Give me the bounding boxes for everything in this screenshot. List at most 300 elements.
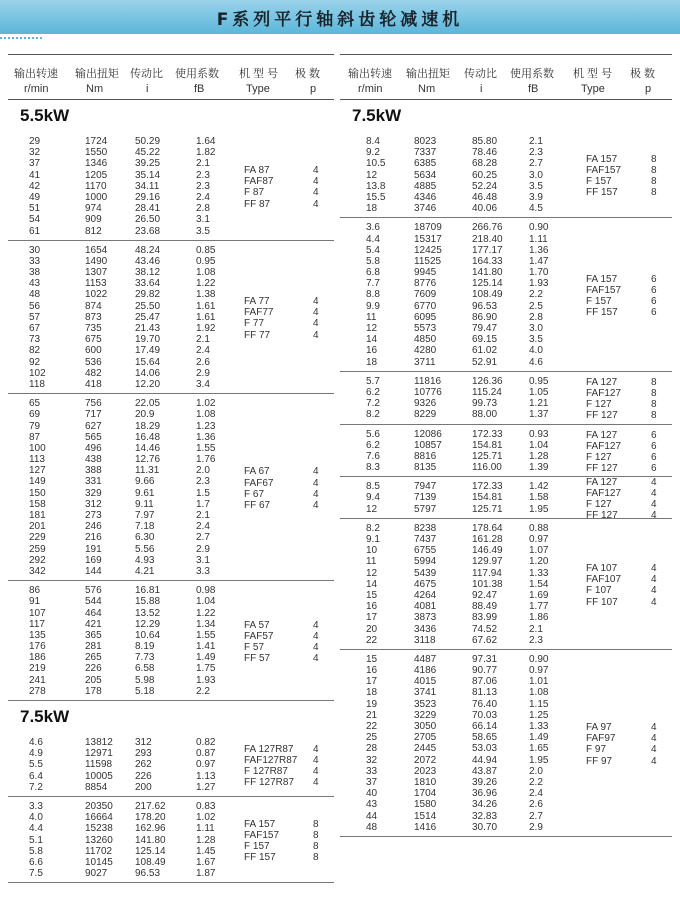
speed-cell: 7.5 (29, 868, 43, 880)
table-row (8, 686, 334, 697)
speed-cell: 5.6 (366, 428, 380, 440)
torque-cell: 482 (85, 367, 102, 379)
right-table (340, 54, 672, 837)
speed-cell: 49 (29, 191, 41, 203)
service-factor-cell: 1.22 (196, 607, 216, 619)
ratio-cell: 266.76 (472, 222, 503, 234)
torque-cell: 2445 (414, 743, 437, 755)
table-row (340, 676, 672, 687)
model-type: F 57 (244, 642, 265, 654)
model-entry (586, 563, 661, 574)
section-power-title: 7.5kW (20, 707, 70, 726)
torque-cell: 8135 (414, 462, 437, 474)
model-type: F 77 (244, 318, 265, 330)
header-torque-unit: Nm (86, 83, 104, 95)
model-group (8, 241, 334, 394)
model-group (340, 425, 672, 478)
model-type: FA 77 (244, 296, 270, 308)
model-entry (244, 466, 323, 477)
table-row (8, 675, 334, 686)
ratio-cell: 125.71 (472, 503, 503, 515)
torque-cell: 7337 (414, 147, 437, 159)
torque-cell: 6385 (414, 158, 437, 170)
service-factor-cell: 1.33 (529, 567, 549, 579)
model-type: FF 127 (586, 463, 618, 475)
service-factor-cell: 1.77 (529, 601, 549, 613)
speed-cell: 229 (29, 532, 46, 544)
model-type: FAF127R87 (244, 754, 298, 766)
title-bar (0, 0, 680, 34)
service-factor-cell: 1.69 (529, 589, 549, 601)
torque-cell: 329 (85, 487, 102, 499)
service-factor-cell: 0.85 (196, 244, 216, 256)
speed-cell: 113 (29, 454, 45, 466)
torque-cell: 1724 (85, 136, 108, 147)
speed-cell: 18 (366, 687, 378, 699)
model-type: FF 127 (586, 510, 618, 522)
model-entry (244, 852, 323, 863)
ratio-cell: 172.33 (472, 481, 503, 493)
model-type: FAF127 (586, 487, 622, 499)
model-entry (586, 574, 661, 585)
model-poles: 8 (651, 387, 657, 399)
model-poles: 8 (313, 841, 319, 853)
service-factor-cell: 1.65 (529, 743, 549, 755)
model-poles: 8 (651, 176, 657, 188)
model-entry (244, 318, 323, 329)
torque-cell: 205 (85, 674, 102, 686)
torque-cell: 365 (85, 629, 102, 641)
ratio-cell: 99.73 (472, 398, 498, 410)
torque-cell: 9945 (414, 267, 437, 279)
torque-cell: 15238 (85, 823, 113, 835)
ratio-cell: 125.14 (135, 845, 166, 857)
ratio-cell: 178.20 (135, 812, 166, 824)
model-poles: 4 (313, 296, 319, 308)
model-list (586, 477, 661, 522)
speed-cell: 102 (29, 367, 46, 379)
service-factor-cell: 2.5 (529, 300, 543, 312)
ratio-cell: 96.53 (472, 300, 498, 312)
table-row (340, 203, 672, 214)
torque-cell: 4346 (414, 191, 437, 203)
model-poles: 4 (313, 653, 319, 665)
model-poles: 4 (313, 477, 319, 489)
service-factor-cell: 2.1 (196, 334, 210, 346)
header-poles-unit: p (310, 83, 317, 95)
model-poles: 4 (651, 499, 657, 511)
model-type: FF 157 (586, 307, 618, 319)
torque-cell: 1000 (85, 191, 108, 203)
service-factor-cell: 1.34 (196, 618, 216, 630)
service-factor-cell: 1.49 (196, 652, 216, 664)
table-row (8, 868, 334, 879)
ratio-cell: 9.11 (135, 498, 154, 510)
service-factor-cell: 1.42 (529, 481, 549, 493)
speed-cell: 219 (29, 663, 46, 675)
ratio-cell: 12.20 (135, 378, 161, 390)
speed-cell: 6.2 (366, 439, 380, 451)
table-row (8, 398, 334, 409)
service-factor-cell: 1.28 (529, 450, 549, 462)
model-poles: 4 (651, 476, 657, 488)
model-group (8, 733, 334, 797)
torque-cell: 4015 (414, 676, 437, 688)
model-group (340, 519, 672, 650)
model-type: F 127 (586, 399, 612, 411)
service-factor-cell: 3.5 (529, 334, 543, 346)
ratio-cell: 81.13 (472, 687, 498, 699)
ratio-cell: 45.22 (135, 147, 161, 159)
torque-cell: 8854 (85, 781, 108, 793)
torque-cell: 974 (85, 203, 102, 215)
left-table (8, 54, 334, 883)
ratio-cell: 38.12 (135, 267, 161, 279)
torque-cell: 1580 (414, 799, 437, 811)
table-row (340, 245, 672, 256)
service-factor-cell: 3.0 (529, 323, 543, 334)
table-row (8, 136, 334, 147)
speed-cell: 11 (366, 311, 377, 323)
model-poles: 8 (313, 852, 319, 864)
model-entry (586, 154, 661, 165)
speed-cell: 65 (29, 398, 41, 410)
torque-cell: 873 (85, 311, 102, 323)
torque-cell: 18709 (414, 222, 442, 234)
ratio-cell: 74.52 (472, 623, 498, 635)
service-factor-cell: 1.49 (529, 732, 549, 744)
service-factor-cell: 3.3 (196, 565, 210, 577)
ratio-cell: 154.81 (472, 439, 503, 451)
section-power-title: 7.5kW (352, 106, 402, 125)
service-factor-cell: 4.5 (529, 203, 543, 215)
ratio-cell: 76.40 (472, 698, 498, 710)
speed-cell: 29 (29, 136, 41, 147)
ratio-cell: 87.06 (472, 676, 498, 688)
model-entry (244, 841, 323, 852)
model-entry (586, 274, 661, 285)
model-type: FF 77 (244, 329, 271, 341)
table-row (340, 136, 672, 147)
torque-cell: 12086 (414, 428, 442, 440)
table-row (8, 443, 334, 454)
speed-cell: 16 (366, 345, 378, 357)
ratio-cell: 108.49 (135, 856, 166, 868)
torque-cell: 10005 (85, 770, 113, 782)
ratio-cell: 125.71 (472, 450, 503, 462)
torque-cell: 7139 (414, 492, 437, 504)
speed-cell: 18 (366, 203, 378, 215)
model-entry (244, 165, 323, 176)
ratio-cell: 4.93 (135, 554, 155, 566)
speed-cell: 73 (29, 334, 41, 346)
model-list (244, 466, 323, 511)
torque-cell: 8229 (414, 409, 437, 421)
model-entry (586, 477, 661, 488)
ratio-cell: 14.06 (135, 367, 161, 379)
torque-cell: 8816 (414, 450, 437, 462)
speed-cell: 38 (29, 267, 41, 279)
torque-cell: 4280 (414, 345, 437, 357)
model-type: FA 127R87 (244, 743, 294, 755)
speed-cell: 9.1 (366, 534, 380, 545)
ratio-cell: 116.00 (472, 462, 502, 474)
torque-cell: 3711 (414, 356, 436, 368)
service-factor-cell: 1.95 (529, 754, 549, 766)
model-type: F 127 (586, 499, 612, 511)
table-row (8, 510, 334, 521)
model-entry (586, 463, 661, 474)
torque-cell: 1704 (414, 788, 437, 800)
model-list (244, 296, 323, 341)
model-type: FA 127 (586, 429, 618, 441)
service-factor-cell: 4.6 (529, 356, 543, 368)
ratio-cell: 39.25 (135, 158, 161, 170)
service-factor-cell: 2.6 (529, 799, 543, 811)
torque-cell: 8238 (414, 522, 437, 534)
ratio-cell: 26.50 (135, 214, 161, 226)
speed-cell: 54 (29, 214, 41, 226)
speed-cell: 25 (366, 732, 378, 744)
speed-cell: 92 (29, 356, 41, 368)
service-factor-cell: 3.1 (196, 554, 210, 566)
ratio-cell: 90.77 (472, 665, 498, 677)
speed-cell: 48 (29, 289, 41, 301)
speed-cell: 86 (29, 585, 41, 597)
speed-cell: 4.6 (29, 737, 43, 748)
service-factor-cell: 1.67 (196, 856, 216, 868)
table-row (340, 710, 672, 721)
model-type: F 87 (244, 187, 265, 199)
model-poles: 4 (313, 630, 319, 642)
service-factor-cell: 0.98 (196, 585, 216, 597)
model-type: FAF127 (586, 440, 622, 452)
torque-cell: 9027 (85, 868, 108, 880)
model-poles: 4 (651, 722, 657, 734)
ratio-cell: 35.14 (135, 169, 161, 181)
model-group (340, 476, 672, 522)
speed-cell: 8.4 (366, 136, 380, 147)
torque-cell: 1654 (85, 244, 108, 256)
model-entry (586, 585, 661, 596)
model-entry (244, 500, 323, 511)
ratio-cell: 34.26 (472, 799, 498, 811)
speed-cell: 12 (366, 567, 378, 579)
ratio-cell: 28.41 (135, 203, 161, 215)
torque-cell: 438 (85, 454, 102, 466)
ratio-cell: 11.31 (135, 465, 160, 477)
service-factor-cell: 1.93 (529, 278, 549, 290)
header-service-unit: fB (528, 83, 539, 95)
service-factor-cell: 0.97 (529, 665, 549, 677)
speed-cell: 13.8 (366, 180, 386, 192)
model-poles: 4 (313, 488, 319, 500)
speed-cell: 43 (366, 799, 378, 811)
torque-cell: 15317 (414, 233, 442, 245)
speed-cell: 28 (366, 743, 378, 755)
ratio-cell: 88.49 (472, 601, 498, 613)
ratio-cell: 9.66 (135, 476, 155, 488)
model-group (8, 132, 334, 241)
model-poles: 6 (651, 463, 657, 475)
torque-cell: 4675 (414, 578, 437, 590)
model-type: FAF67 (244, 477, 274, 489)
model-type: F 67 (244, 488, 265, 500)
table-row (8, 226, 334, 237)
torque-cell: 273 (85, 510, 102, 521)
table-row (340, 822, 672, 833)
service-factor-cell: 1.04 (196, 596, 216, 608)
speed-cell: 7.6 (366, 450, 380, 462)
service-factor-cell: 1.02 (196, 398, 216, 410)
section-power-title: 5.5kW (20, 106, 70, 125)
speed-cell: 135 (29, 629, 46, 641)
torque-cell: 1810 (414, 776, 437, 788)
torque-cell: 464 (85, 607, 102, 619)
service-factor-cell: 2.9 (196, 543, 210, 555)
model-poles: 4 (651, 487, 657, 499)
speed-cell: 91 (29, 596, 41, 608)
speed-cell: 6.4 (29, 770, 43, 782)
model-entry (244, 176, 323, 187)
speed-cell: 57 (29, 311, 41, 323)
service-factor-cell: 1.75 (196, 663, 216, 675)
torque-cell: 8776 (414, 278, 437, 290)
model-poles: 4 (313, 777, 319, 789)
header-speed: 输出转速 (348, 68, 392, 80)
torque-cell: 169 (85, 554, 102, 566)
ratio-cell: 22.05 (135, 398, 161, 410)
torque-cell: 4885 (414, 180, 437, 192)
model-poles: 6 (651, 284, 657, 296)
ratio-cell: 92.47 (472, 589, 498, 601)
service-factor-cell: 1.86 (529, 612, 549, 624)
model-type: FF 87 (244, 198, 271, 210)
table-row (340, 777, 672, 788)
ratio-cell: 217.62 (135, 800, 166, 812)
model-entry (244, 642, 323, 653)
torque-cell: 1307 (85, 267, 108, 279)
model-poles: 8 (313, 818, 319, 830)
model-entry (244, 830, 323, 841)
ratio-cell: 16.48 (135, 431, 161, 443)
ratio-cell: 101.38 (472, 578, 503, 590)
ratio-cell: 60.25 (472, 169, 498, 181)
speed-cell: 3.3 (29, 800, 43, 812)
service-factor-cell: 2.3 (196, 476, 210, 488)
model-poles: 6 (651, 273, 657, 285)
table-row (8, 585, 334, 596)
ratio-cell: 29.82 (135, 289, 161, 301)
page-title: F系列平行轴斜齿轮减速机 (216, 9, 464, 30)
ratio-cell: 21.43 (135, 323, 161, 334)
table-row (8, 801, 334, 812)
ratio-cell: 262 (135, 759, 152, 771)
torque-cell: 10145 (85, 856, 113, 868)
model-entry (244, 296, 323, 307)
torque-cell: 717 (85, 409, 102, 421)
torque-cell: 8023 (414, 136, 437, 147)
model-type: FA 127 (586, 376, 618, 388)
service-factor-cell: 1.04 (529, 439, 549, 451)
service-factor-cell: 1.64 (196, 136, 216, 147)
service-factor-cell: 1.11 (529, 233, 548, 245)
service-factor-cell: 1.95 (529, 503, 549, 515)
torque-cell: 627 (85, 420, 102, 432)
model-poles: 4 (313, 165, 319, 176)
model-entry (586, 488, 661, 499)
torque-cell: 1022 (85, 289, 108, 301)
ratio-cell: 97.31 (472, 653, 498, 665)
model-type: FA 57 (244, 619, 270, 631)
speed-cell: 22 (366, 721, 378, 732)
model-type: FF 67 (244, 499, 271, 511)
service-factor-cell: 3.9 (529, 191, 543, 203)
service-factor-cell: 2.0 (196, 465, 210, 477)
torque-cell: 10776 (414, 386, 442, 398)
service-factor-cell: 1.08 (196, 267, 216, 279)
model-type: FF 127R87 (244, 777, 295, 789)
speed-cell: 201 (29, 521, 46, 533)
model-type: FAF87 (244, 176, 274, 188)
ratio-cell: 68.28 (472, 158, 498, 170)
service-factor-cell: 2.1 (529, 136, 543, 147)
speed-cell: 5.7 (366, 375, 380, 387)
model-entry (244, 744, 323, 755)
torque-cell: 12971 (85, 748, 113, 760)
model-list (586, 154, 661, 199)
model-poles: 8 (651, 187, 657, 199)
torque-cell: 2023 (414, 765, 437, 777)
header-ratio-unit: i (146, 83, 149, 95)
service-factor-cell: 1.36 (529, 244, 549, 256)
speed-cell: 9.4 (366, 492, 380, 504)
model-entry (586, 307, 661, 318)
ratio-cell: 50.29 (135, 136, 161, 147)
model-entry (244, 819, 323, 830)
service-factor-cell: 0.95 (196, 255, 216, 267)
model-entry (586, 733, 661, 744)
service-factor-cell: 2.1 (196, 158, 210, 170)
speed-cell: 33 (366, 765, 378, 777)
ratio-cell: 33.64 (135, 278, 161, 290)
service-factor-cell: 2.3 (196, 180, 210, 192)
ratio-cell: 13.52 (135, 607, 161, 619)
torque-cell: 3873 (414, 612, 437, 624)
service-factor-cell: 1.45 (196, 845, 216, 857)
speed-cell: 32 (29, 147, 41, 159)
model-type: FF 97 (586, 755, 613, 767)
model-poles: 4 (313, 499, 319, 511)
model-poles: 8 (313, 829, 319, 841)
service-factor-cell: 3.0 (529, 169, 543, 181)
model-group (340, 650, 672, 837)
table-row (340, 788, 672, 799)
model-poles: 4 (313, 329, 319, 341)
table-row (340, 256, 672, 267)
torque-cell: 7947 (414, 481, 437, 493)
torque-cell: 5797 (414, 503, 437, 515)
speed-cell: 8.8 (366, 289, 380, 301)
model-type: FA 157 (244, 818, 276, 830)
torque-cell: 11598 (85, 759, 113, 771)
torque-cell: 3741 (414, 687, 437, 699)
table-row (340, 811, 672, 822)
speed-cell: 42 (29, 180, 41, 192)
ratio-cell: 178.64 (472, 522, 503, 534)
speed-cell: 51 (29, 203, 41, 215)
service-factor-cell: 2.4 (196, 521, 210, 533)
